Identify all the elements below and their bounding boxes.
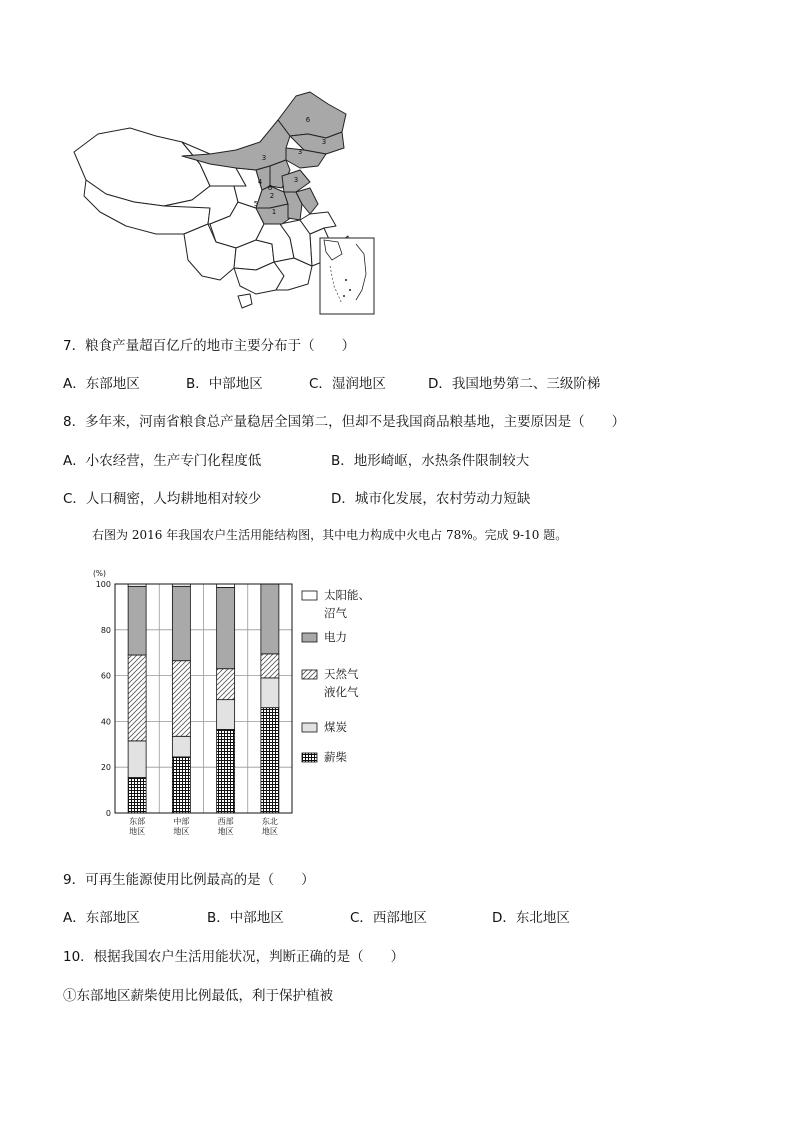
question-10-stem: 10．根据我国农户生活用能状况，判断正确的是（ ）	[63, 949, 405, 965]
legend-label: 沼气	[324, 606, 347, 620]
china-map	[60, 90, 380, 320]
q8-option-a: A．小农经营，生产专门化程度低	[63, 453, 262, 469]
y-tick-label: 80	[100, 625, 111, 635]
legend-swatch	[302, 591, 317, 600]
q7-option-d: D．我国地势第二、三级阶梯	[428, 376, 601, 392]
legend-swatch	[302, 723, 317, 732]
y-tick-label: 0	[105, 809, 111, 818]
map-number-label: 6	[267, 184, 273, 192]
legend-label: 太阳能、	[324, 588, 370, 602]
q9-option-d: D．东北地区	[492, 910, 570, 926]
q9-option-b: B．中部地区	[207, 910, 284, 926]
legend-swatch	[302, 670, 317, 679]
q10-statement-1: ①东部地区薪柴使用比例最低，利于保护植被	[63, 988, 333, 1004]
map-number-label: 4	[257, 178, 263, 186]
map-region-heilongjiang	[278, 92, 346, 138]
legend-label: 液化气	[324, 685, 359, 699]
map-number-label: 3	[297, 148, 303, 156]
q9-option-c: C．西部地区	[350, 910, 427, 926]
question-9-stem: 9．可再生能源使用比例最高的是（ ）	[63, 872, 315, 888]
x-category-label: 地区	[173, 827, 190, 836]
map-number-label: 5	[253, 200, 259, 208]
q7-option-a: A．东部地区	[63, 376, 140, 392]
q8-option-b: B．地形崎岖，水热条件限制较大	[331, 453, 530, 469]
bar-segment	[128, 741, 146, 778]
x-category-label: 西部	[217, 817, 234, 826]
q9-option-a: A．东部地区	[63, 910, 140, 926]
map-number-label: 3	[261, 154, 267, 162]
x-category-label: 地区	[129, 827, 146, 836]
legend-label: 天然气	[324, 667, 359, 681]
map-number-label: 6	[305, 116, 311, 124]
bar-segment	[217, 669, 235, 700]
map-number-label: 3	[321, 138, 327, 146]
y-unit-label: (%)	[93, 569, 106, 578]
x-category-label: 地区	[261, 827, 278, 836]
y-tick-label: 100	[95, 580, 111, 589]
question-7-stem: 7．粮食产量超百亿斤的地市主要分布于（ ）	[63, 338, 356, 354]
bar-segment	[128, 778, 146, 813]
chart-intro-text: 右图为 2016 年我国农户生活用能结构图，其中电力构成中火电占 78%。完成 9-10 题。	[92, 528, 568, 542]
bar-segment	[217, 729, 235, 813]
legend-label: 煤炭	[324, 720, 347, 734]
south-china-sea-inset	[320, 238, 374, 314]
map-number-label: 2	[269, 192, 275, 200]
bar-segment	[217, 587, 235, 668]
bar-segment	[217, 584, 235, 587]
legend-swatch	[302, 633, 317, 642]
bar-segment	[261, 654, 279, 678]
x-category-label: 东部	[129, 817, 146, 826]
bar-segment	[172, 736, 190, 757]
bar-segment	[217, 700, 235, 730]
energy-structure-chart	[80, 562, 410, 842]
x-category-label: 地区	[217, 827, 234, 836]
y-tick-label: 20	[100, 763, 111, 773]
legend-swatch	[302, 753, 317, 762]
question-8-stem: 8．多年来，河南省粮食总产量稳居全国第二，但却不是我国商品粮基地，主要原因是（ ）	[63, 414, 626, 430]
bar-segment	[128, 655, 146, 741]
x-category-label: 东北	[261, 817, 278, 826]
bar-segment	[128, 586, 146, 655]
map-number-label: 1	[271, 208, 277, 216]
x-category-label: 中部	[173, 817, 190, 826]
bar-segment	[261, 708, 279, 813]
y-tick-label: 60	[100, 671, 111, 681]
q8-option-d: D．城市化发展，农村劳动力短缺	[331, 491, 531, 507]
bar-segment	[261, 678, 279, 708]
bar-segment	[261, 584, 279, 654]
q7-option-c: C．湿润地区	[309, 376, 386, 392]
bar-segment	[172, 586, 190, 660]
bar-segment	[172, 757, 190, 813]
legend-label: 电力	[324, 630, 347, 644]
map-region-hainan	[238, 294, 252, 308]
bar-segment	[172, 661, 190, 737]
y-tick-label: 40	[100, 717, 111, 727]
q7-option-b: B．中部地区	[186, 376, 263, 392]
legend-label: 薪柴	[324, 750, 347, 764]
q8-option-c: C．人口稠密，人均耕地相对较少	[63, 491, 262, 507]
map-number-label: 3	[293, 176, 299, 184]
